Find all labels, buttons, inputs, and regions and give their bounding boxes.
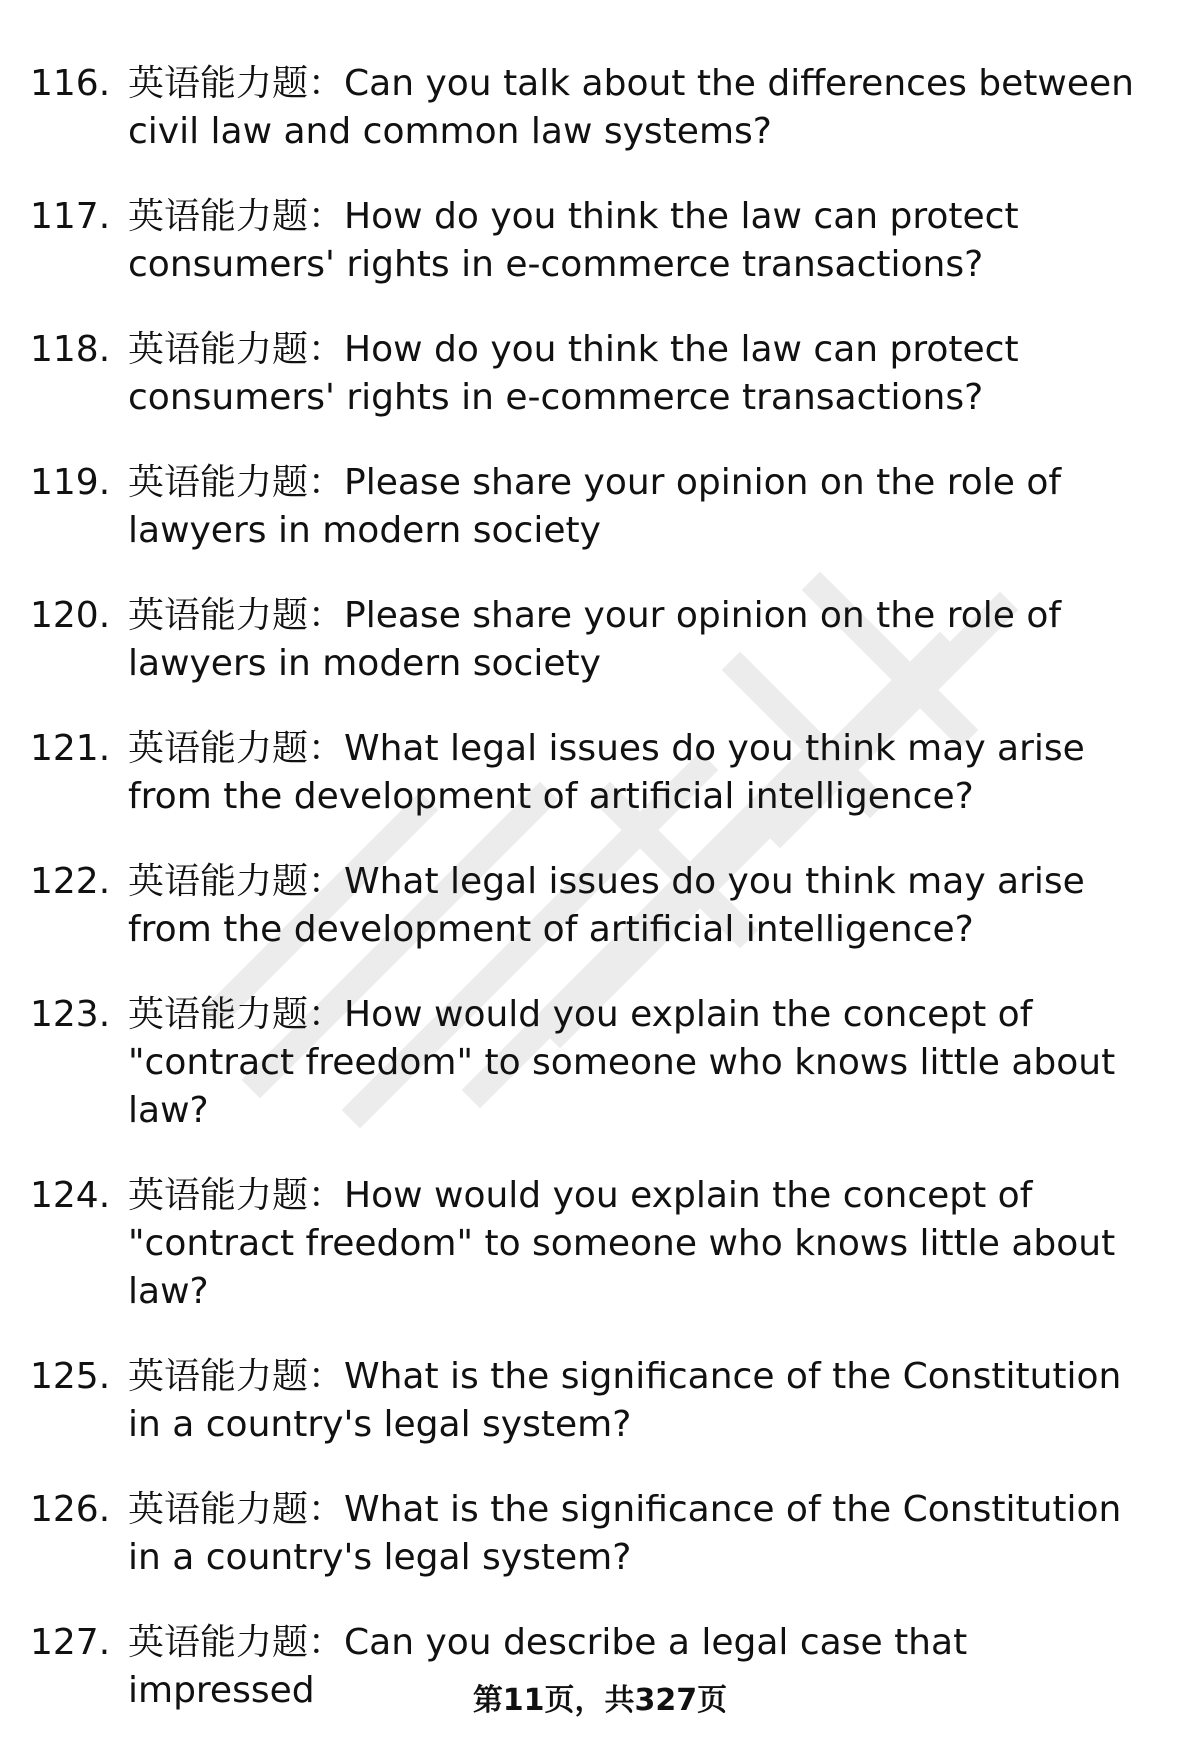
question-text: How do you think the law can protect consumers' rights in e-commerce transactions? [128, 329, 1019, 418]
question-number: 126. [30, 1489, 111, 1530]
question-body [128, 1486, 1148, 1582]
question-item [0, 725, 1200, 821]
question-text: How would you explain the concept of "contract freedom" to someone who knows little about law? [128, 1175, 1116, 1312]
question-list [0, 60, 1200, 1752]
question-body [128, 1353, 1148, 1449]
question-body [128, 193, 1148, 289]
question-text: How would you explain the concept of "contract freedom" to someone who knows little about law? [128, 994, 1116, 1131]
question-label: 英语能力题： [128, 595, 345, 636]
question-item [0, 1353, 1200, 1449]
question-item [0, 326, 1200, 422]
question-body [128, 991, 1148, 1135]
question-text: What legal issues do you think may arise from the development of artificial intelligence? [128, 728, 1085, 817]
question-item [0, 193, 1200, 289]
question-text: What is the significance of the Constitution in a country's legal system? [128, 1489, 1122, 1578]
question-item [0, 60, 1200, 156]
question-number: 117. [30, 196, 111, 237]
question-body [128, 1172, 1148, 1316]
question-label: 英语能力题： [128, 1175, 345, 1216]
question-label: 英语能力题： [128, 994, 345, 1035]
question-label: 英语能力题： [128, 1622, 345, 1663]
question-number: 120. [30, 595, 111, 636]
question-body [128, 60, 1148, 156]
question-text: Can you describe a legal case that impressed [128, 1622, 968, 1711]
question-number: 122. [30, 861, 111, 902]
question-number: 119. [30, 462, 111, 503]
question-label: 英语能力题： [128, 861, 345, 902]
question-text: Please share your opinion on the role of lawyers in modern society [128, 595, 1062, 684]
question-item [0, 459, 1200, 555]
question-label: 英语能力题： [128, 728, 345, 769]
question-label: 英语能力题： [128, 63, 345, 104]
question-item [0, 592, 1200, 688]
question-item [0, 991, 1200, 1135]
question-label: 英语能力题： [128, 462, 345, 503]
question-label: 英语能力题： [128, 1356, 345, 1397]
question-number: 124. [30, 1175, 111, 1216]
question-item [0, 1172, 1200, 1316]
question-label: 英语能力题： [128, 329, 345, 370]
question-body [128, 326, 1148, 422]
question-number: 121. [30, 728, 111, 769]
question-number: 116. [30, 63, 111, 104]
question-body [128, 725, 1148, 821]
question-label: 英语能力题： [128, 196, 345, 237]
question-number: 118. [30, 329, 111, 370]
question-number: 123. [30, 994, 111, 1035]
question-text: What is the significance of the Constitution in a country's legal system? [128, 1356, 1122, 1445]
page-footer: 第11页，共327页 [472, 1683, 728, 1718]
question-item [0, 1486, 1200, 1582]
question-number: 127. [30, 1622, 111, 1663]
question-text: Please share your opinion on the role of lawyers in modern society [128, 462, 1062, 551]
question-text: What legal issues do you think may arise from the development of artificial intelligence? [128, 861, 1085, 950]
question-number: 125. [30, 1356, 111, 1397]
question-body [128, 459, 1148, 555]
question-item [0, 858, 1200, 954]
question-body [128, 592, 1148, 688]
question-body [128, 858, 1148, 954]
question-label: 英语能力题： [128, 1489, 345, 1530]
question-text: How do you think the law can protect consumers' rights in e-commerce transactions? [128, 196, 1019, 285]
question-text: Can you talk about the differences between civil law and common law systems? [128, 63, 1134, 152]
